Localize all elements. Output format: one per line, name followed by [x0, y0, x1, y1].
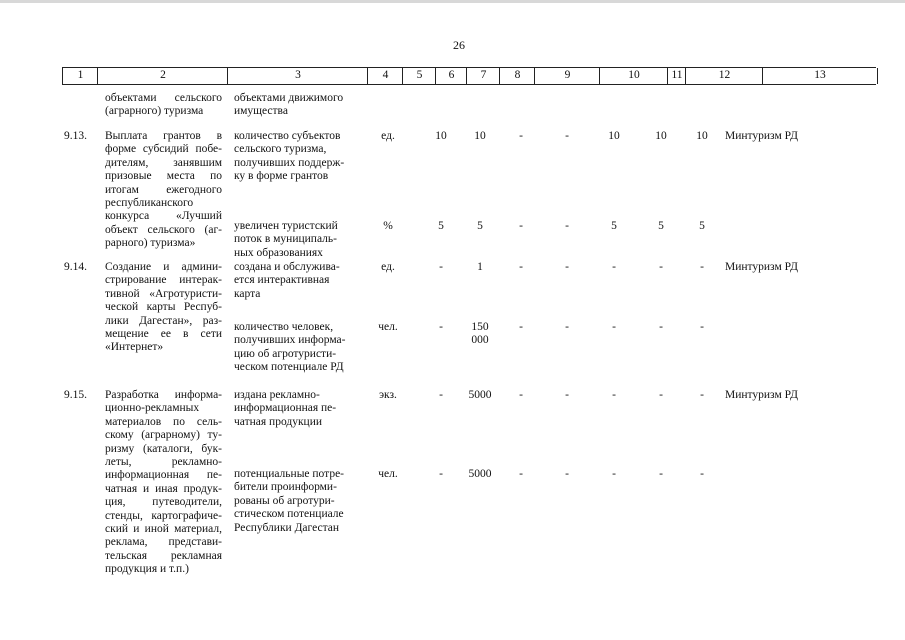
description-line: ческой карты Респуб- — [105, 301, 222, 314]
indicator-value-line: - — [439, 321, 443, 333]
executor: Минтуризм РД — [725, 130, 798, 142]
description-line: тивной «Агротуристи- — [105, 287, 222, 300]
indicator-value — [641, 130, 681, 143]
indicator-value — [594, 261, 634, 274]
description-line: продукция и т.п.) — [105, 563, 189, 576]
indicator-line: карта — [234, 287, 261, 300]
indicator-line: чатная продукции — [234, 415, 323, 428]
indicator-value — [682, 261, 722, 274]
indicator-value — [421, 321, 461, 334]
indicator-value-line: - — [700, 389, 704, 401]
indicator-value — [547, 468, 587, 481]
indicator-value — [501, 130, 541, 143]
indicator-value-line: - — [612, 389, 616, 401]
indicator-value-line: - — [612, 321, 616, 333]
description-line: ский и иной материал, — [105, 523, 222, 536]
header-cell-3: 3 — [227, 68, 368, 84]
indicator-value — [682, 468, 722, 481]
executor: Минтуризм РД — [725, 261, 798, 273]
header-cell-13: 13 — [762, 68, 878, 84]
indicator-value — [682, 220, 722, 233]
indicator-value — [641, 220, 681, 233]
description-line: ризму (каталоги, бук- — [105, 442, 222, 455]
indicator-value — [421, 130, 461, 143]
row-description — [105, 389, 222, 577]
indicator-value-line: 10 — [435, 130, 447, 142]
indicator-unit: ед. — [381, 130, 395, 142]
indicator-value — [641, 321, 681, 334]
carryover-col2-line: объектами сельского — [105, 92, 222, 104]
indicator-text — [234, 468, 364, 535]
indicator-value-line: - — [519, 220, 523, 232]
indicator-value-line: - — [519, 261, 523, 273]
indicator-value-line: 10 — [696, 130, 708, 142]
header-cell-1: 1 — [62, 68, 98, 84]
indicator-value — [547, 130, 587, 143]
indicator-value — [547, 261, 587, 274]
indicator-line: стическом потенциале — [234, 508, 344, 521]
indicator-value — [421, 468, 461, 481]
description-line: республиканского — [105, 197, 194, 210]
indicator-value — [682, 389, 722, 402]
description-line: «Интернет» — [105, 341, 164, 354]
indicator-line: рованы об агротури- — [234, 494, 335, 507]
indicator-value — [594, 468, 634, 481]
indicator-value-line: 5000 — [468, 468, 492, 480]
indicator-line: информационная пе- — [234, 402, 337, 415]
indicator-value-line: - — [519, 468, 523, 480]
indicator-line: поток в муниципаль- — [234, 233, 337, 246]
indicator-value-line: - — [700, 321, 704, 333]
indicator-value-line: 10 — [608, 130, 620, 142]
indicator-line: издана рекламно- — [234, 389, 320, 401]
indicator-text — [234, 220, 364, 260]
indicator-value — [501, 220, 541, 233]
description-line: призовые места по — [105, 170, 222, 183]
indicator-line: количество человек, — [234, 321, 334, 333]
indicator-line: ку в форме грантов — [234, 170, 329, 183]
indicator-value — [641, 468, 681, 481]
indicator-value — [460, 468, 500, 481]
indicator-text — [234, 261, 364, 301]
carryover-col3-line: объектами движимого — [234, 92, 344, 104]
indicator-value-line: - — [659, 261, 663, 273]
indicator-value-line: - — [659, 468, 663, 480]
description-line: скому (аграрному) ту- — [105, 429, 222, 442]
indicator-value — [501, 321, 541, 334]
scan-edge — [0, 0, 905, 3]
header-cell-10: 10 — [599, 68, 668, 84]
header-cell-4: 4 — [367, 68, 403, 84]
indicator-value — [682, 321, 722, 334]
indicator-value — [460, 261, 500, 274]
description-line: Выплата грантов в — [105, 130, 222, 142]
description-line: информационная пе- — [105, 469, 222, 482]
indicator-unit: экз. — [379, 389, 397, 401]
indicator-line: потенциальные потре- — [234, 468, 344, 480]
indicator-line: создана и обслужива- — [234, 261, 340, 273]
indicator-value-line: 5 — [699, 220, 705, 232]
row-number: 9.13. — [64, 130, 87, 142]
carryover-col2 — [105, 92, 222, 119]
indicator-value-line: - — [612, 468, 616, 480]
indicator-value — [641, 261, 681, 274]
indicator-value-line: 10 — [474, 130, 486, 142]
indicator-value-line: - — [565, 220, 569, 232]
indicator-value — [641, 389, 681, 402]
indicator-value-line: - — [519, 321, 523, 333]
description-line: чатная и иная продук- — [105, 482, 222, 495]
description-line: мещение ее в сети — [105, 328, 222, 341]
indicator-line: бители проинформи- — [234, 481, 337, 494]
header-cell-12: 12 — [685, 68, 763, 84]
indicator-line: ется интерактивная — [234, 274, 330, 287]
indicator-value — [460, 389, 500, 402]
indicator-value — [547, 321, 587, 334]
indicator-value-line: - — [439, 261, 443, 273]
description-line: стрирование интерак- — [105, 274, 222, 287]
indicator-text — [234, 389, 364, 429]
indicator-value-line: - — [659, 389, 663, 401]
indicator-value — [594, 389, 634, 402]
description-line: лики Дагестан», раз- — [105, 314, 222, 327]
row-description — [105, 130, 222, 251]
description-line: Разработка информа- — [105, 389, 222, 401]
indicator-value-line: - — [700, 261, 704, 273]
carryover-col3-line: имущества — [234, 105, 288, 118]
indicator-value — [501, 261, 541, 274]
page-number: 26 — [453, 38, 465, 52]
indicator-value — [594, 321, 634, 334]
indicator-value — [460, 220, 500, 233]
indicator-value-line: - — [565, 389, 569, 401]
indicator-line: Республики Дагестан — [234, 521, 339, 534]
description-line: рарного) туризма» — [105, 237, 196, 250]
indicator-line: сельского туризма, — [234, 143, 327, 156]
header-cell-7: 7 — [466, 68, 500, 84]
indicator-value-line: 000 — [471, 334, 489, 347]
indicator-value-line: 5 — [477, 220, 483, 232]
row-number: 9.14. — [64, 261, 87, 273]
description-line: дителям, занявшим — [105, 156, 222, 169]
indicator-value — [547, 220, 587, 233]
indicator-value — [460, 321, 500, 348]
header-cell-9: 9 — [534, 68, 600, 84]
indicator-value-line: 10 — [655, 130, 667, 142]
indicator-value-line: - — [439, 468, 443, 480]
header-cell-5: 5 — [402, 68, 436, 84]
indicator-line: получивших информа- — [234, 334, 346, 347]
indicator-value — [682, 130, 722, 143]
indicator-unit: чел. — [378, 321, 398, 333]
indicator-line: количество субъектов — [234, 130, 341, 142]
indicator-line: ных образованиях — [234, 246, 323, 259]
indicator-value-line: - — [565, 130, 569, 142]
description-line: леты, рекламно- — [105, 456, 222, 469]
carryover-col2-line: (аграрного) туризма — [105, 105, 204, 118]
indicator-value-line: - — [612, 261, 616, 273]
indicator-value-line: 5 — [438, 220, 444, 232]
indicator-value-line: 5 — [611, 220, 617, 232]
indicator-line: увеличен туристский — [234, 220, 338, 232]
indicator-value — [501, 389, 541, 402]
header-cell-6: 6 — [435, 68, 467, 84]
header-cell-11: 11 — [667, 68, 686, 84]
description-line: ционно-рекламных — [105, 402, 200, 415]
indicator-value-line: - — [700, 468, 704, 480]
indicator-unit: ед. — [381, 261, 395, 273]
indicator-value-line: 1 — [477, 261, 483, 273]
indicator-text — [234, 321, 364, 375]
indicator-unit: % — [383, 220, 393, 232]
indicator-value — [501, 468, 541, 481]
description-line: объект сельского (аг- — [105, 223, 222, 236]
description-line: форме субсидий побе- — [105, 143, 222, 156]
indicator-value-line: 5 — [658, 220, 664, 232]
indicator-value-line: - — [565, 321, 569, 333]
indicator-value-line: - — [519, 130, 523, 142]
indicator-text — [234, 130, 364, 184]
table-header-row — [62, 67, 876, 85]
description-line: итогам ежегодного — [105, 183, 222, 196]
description-line: конкурса «Лучший — [105, 210, 222, 223]
header-cell-8: 8 — [499, 68, 535, 84]
indicator-line: цию об агротуристи- — [234, 347, 337, 360]
indicator-value-line: 5000 — [468, 389, 492, 401]
indicator-value — [594, 130, 634, 143]
indicator-value-line: - — [519, 389, 523, 401]
indicator-value — [421, 389, 461, 402]
row-description — [105, 261, 222, 355]
executor: Минтуризм РД — [725, 389, 798, 401]
description-line: Создание и админи- — [105, 261, 222, 273]
indicator-value — [421, 220, 461, 233]
description-line: ция, путеводители, — [105, 496, 222, 509]
indicator-value — [547, 389, 587, 402]
indicator-value-line: - — [439, 389, 443, 401]
carryover-col3 — [234, 92, 364, 119]
indicator-value-line: 150 — [471, 321, 489, 333]
description-line: тельская рекламная — [105, 549, 222, 562]
indicator-value — [594, 220, 634, 233]
indicator-line: получивших поддерж- — [234, 156, 345, 169]
indicator-unit: чел. — [378, 468, 398, 480]
indicator-value-line: - — [659, 321, 663, 333]
row-number: 9.15. — [64, 389, 87, 401]
indicator-line: ческом потенциале РД — [234, 361, 344, 374]
indicator-value-line: - — [565, 261, 569, 273]
indicator-value — [421, 261, 461, 274]
description-line: стенды, картографиче- — [105, 509, 222, 522]
indicator-value — [460, 130, 500, 143]
header-cell-2: 2 — [97, 68, 228, 84]
description-line: материалов по сель- — [105, 415, 222, 428]
description-line: реклама, представи- — [105, 536, 222, 549]
indicator-value-line: - — [565, 468, 569, 480]
